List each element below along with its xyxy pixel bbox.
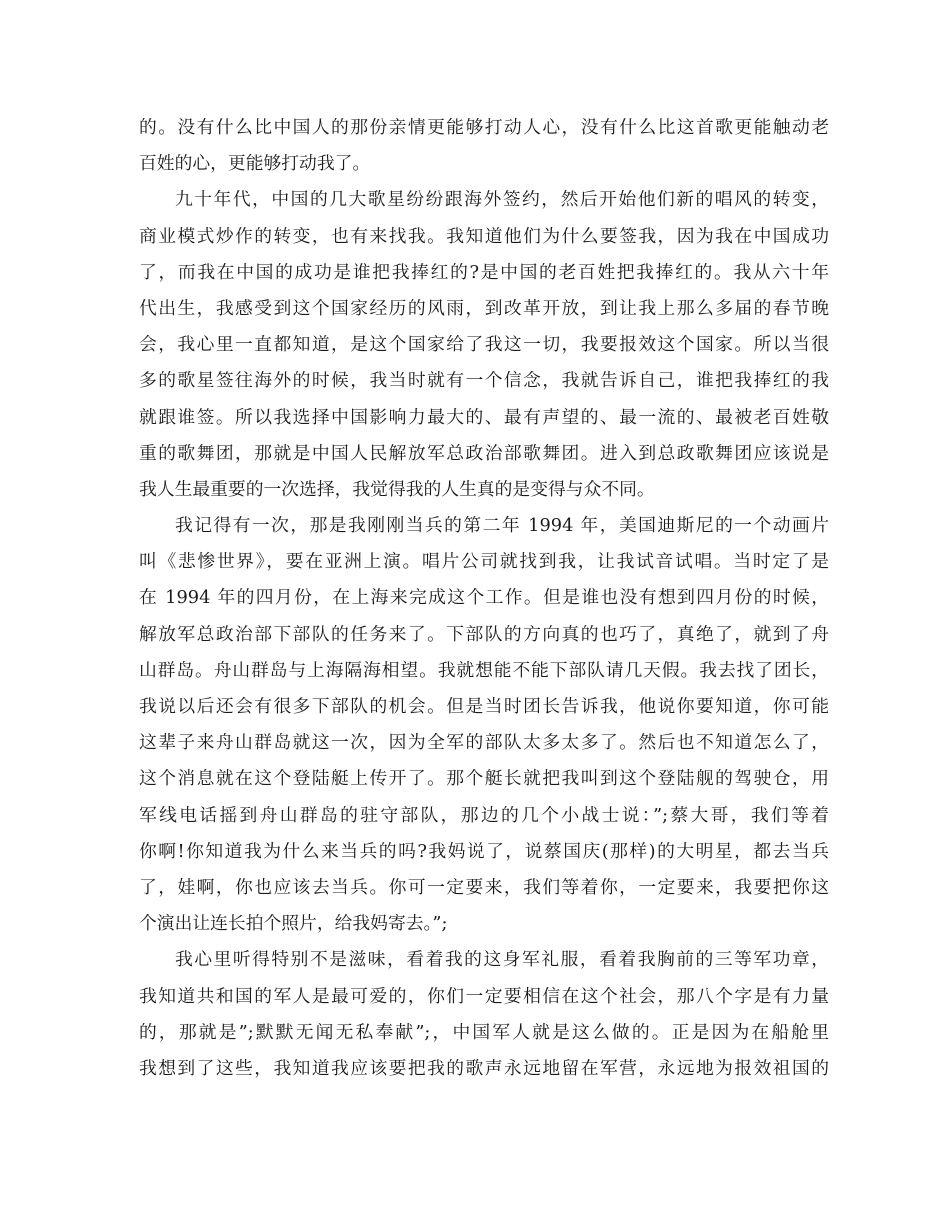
text-line: 多的歌星签往海外的时候，我当时就有一个信念，我就告诉自己，谁把我捧红的我: [139, 370, 829, 392]
text-line: 的，那就是”;默默无闻无私奉献”;，中国军人就是这么做的。正是因为在船舱里: [139, 1021, 829, 1043]
text-line: 的。没有什么比中国人的那份亲情更能够打动人心，没有什么比这首歌更能触动老: [139, 117, 829, 138]
text-line: 我人生最重要的一次选择，我觉得我的人生真的是变得与众不同。: [139, 478, 655, 500]
text-line: 就跟谁签。所以我选择中国影响力最大的、最有声望的、最一流的、最被老百姓敬: [139, 406, 829, 428]
text-line: 个演出让连长拍个照片，给我妈寄去。”;: [139, 913, 448, 935]
text-line: 代出生，我感受到这个国家经历的风雨，到改革开放，到让我上那么多届的春节晚: [139, 297, 829, 319]
text-line: 解放军总政治部下部队的任务来了。下部队的方向真的也巧了，真绝了，就到了舟: [139, 623, 829, 645]
text-line: 我说以后还会有很多下部队的机会。但是当时团长告诉我，他说你要知道，你可能: [139, 696, 829, 717]
text-line: 我心里听得特别不是滋味，看着我的这身军礼服，看着我胸前的三等军功章，: [175, 949, 829, 971]
text-line: 我想到了这些，我知道我应该要把我的歌声永远地留在军营，永远地为报效祖国的: [139, 1057, 829, 1079]
paragraph: [139, 110, 829, 182]
paragraph: [139, 508, 829, 942]
text-line: 在 1994 年的四月份，在上海来完成这个工作。但是谁也没有想到四月份的时候，: [139, 587, 829, 609]
text-line: 百姓的心，更能够打动我了。: [139, 153, 371, 175]
text-line: 这辈子来舟山群岛就这一次，因为全军的部队太多太多了。然后也不知道怎么了，: [139, 732, 829, 754]
text-line: 你啊!你知道我为什么来当兵的吗?我妈说了，说蔡国庆(那样)的大明星，都去当兵: [139, 840, 829, 862]
text-line: 这个消息就在这个登陆艇上传开了。那个艇长就把我叫到这个登陆舰的驾驶仓，用: [139, 768, 829, 790]
text-line: 重的歌舞团，那就是中国人民解放军总政治部歌舞团。进入到总政歌舞团应该说是: [139, 442, 829, 464]
text-line: 了，而我在中国的成功是谁把我捧红的?是中国的老百姓把我捧红的。我从六十年: [139, 261, 829, 283]
text-line: 九十年代，中国的几大歌星纷纷跟海外签约，然后开始他们新的唱风的转变，: [175, 189, 829, 211]
text-line: 军线电话摇到舟山群岛的驻守部队，那边的几个小战士说：”;蔡大哥，我们等着: [139, 804, 829, 826]
document-body: [139, 110, 829, 1087]
text-line: 会，我心里一直都知道，是这个国家给了我这一切，我要报效这个国家。所以当很: [139, 334, 829, 356]
text-line: 了，娃啊，你也应该去当兵。你可一定要来，我们等着你，一定要来，我要把你这: [139, 876, 829, 898]
text-line: 叫《悲惨世界》，要在亚洲上演。唱片公司就找到我，让我试音试唱。当时定了是: [139, 551, 829, 573]
text-line: 我记得有一次，那是我刚刚当兵的第二年 1994 年，美国迪斯尼的一个动画片: [175, 515, 829, 537]
text-line: 我知道共和国的军人是最可爱的，你们一定要相信在这个社会，那八个字是有力量: [139, 985, 829, 1007]
text-line: 山群岛。舟山群岛与上海隔海相望。我就想能不能下部队请几天假。我去找了团长，: [139, 659, 829, 681]
text-line: 商业模式炒作的转变，也有来找我。我知道他们为什么要签我，因为我在中国成功: [139, 225, 829, 247]
paragraph: [139, 182, 829, 508]
paragraph: [139, 942, 829, 1087]
